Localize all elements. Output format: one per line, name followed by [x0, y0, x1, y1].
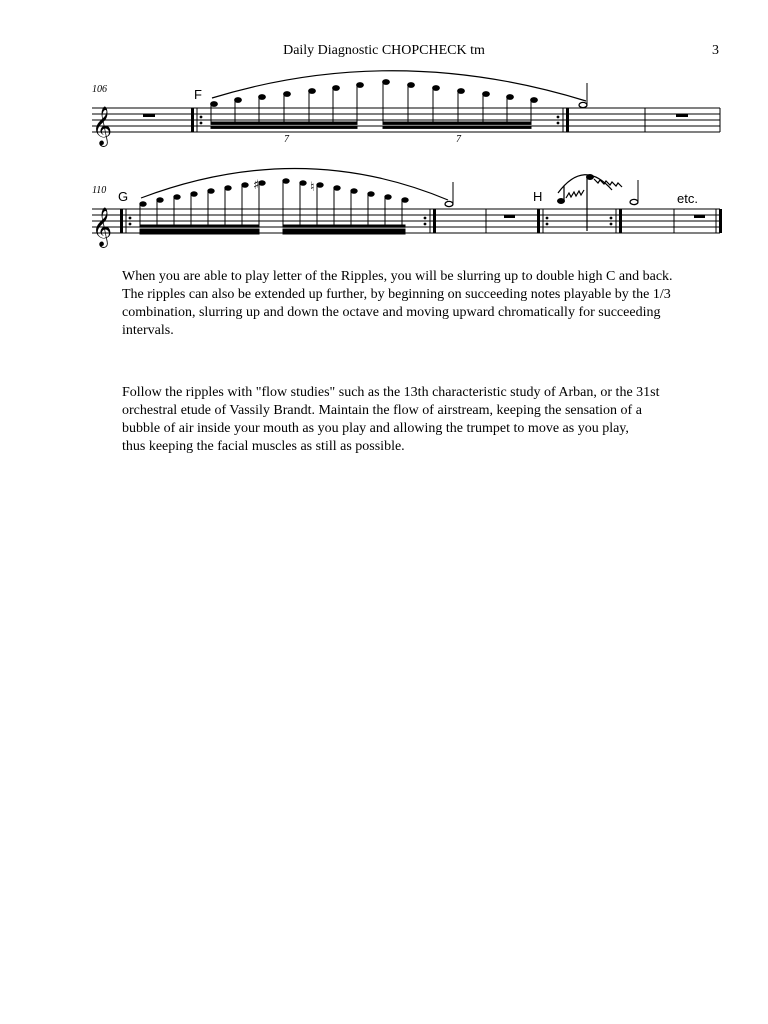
rehearsal-letter-f: F	[194, 87, 202, 102]
page-header-title: Daily Diagnostic CHOPCHECK tm	[283, 43, 485, 58]
text-line: bubble of air inside your mouth as you play and allowing the trumpet to move as you play,	[122, 421, 629, 436]
treble-clef-icon: 𝄞	[92, 207, 113, 247]
text-line: thus keeping the facial muscles as still as possible.	[122, 439, 405, 454]
half-note	[630, 180, 638, 205]
text-line: orchestral etude of Vassily Brandt. Maintain the flow of airstream, keeping the sensation of a	[122, 403, 642, 418]
sharp-accidental-icon: ♯	[253, 178, 260, 193]
text-line: Follow the ripples with "flow studies" such as the 13th characteristic study of Arban, or the 31st	[122, 385, 660, 400]
half-note	[579, 83, 587, 108]
paragraph-flow-studies	[122, 384, 732, 456]
measure-number: 106	[92, 84, 107, 95]
sixteenth-note-run-descending	[283, 179, 408, 234]
whole-rest	[694, 215, 705, 218]
half-note	[445, 182, 453, 207]
glissando-ripple	[558, 175, 622, 231]
treble-clef-icon: 𝄞	[92, 106, 113, 146]
whole-rest	[504, 215, 515, 218]
sixteenth-note-run-ascending	[140, 181, 265, 234]
slur	[212, 71, 586, 101]
tuplet-number: 7	[456, 134, 461, 145]
tuplet-number: 7	[284, 134, 289, 145]
natural-accidental-icon: ♮	[310, 180, 315, 195]
sixteenth-note-run-descending	[383, 80, 538, 129]
paragraph-ripples	[122, 268, 732, 340]
music-staff-system-1	[0, 80, 768, 150]
whole-rest	[676, 114, 688, 117]
text-line: The ripples can also be extended up further, by beginning on succeeding notes playable by the 1/3	[122, 287, 671, 302]
text-line: When you are able to play letter of the Ripples, you will be slurring up to double high C and back.	[122, 269, 673, 284]
slur	[141, 168, 448, 200]
text-line: combination, slurring up and down the octave and moving upward chromatically for succeeding	[122, 305, 661, 320]
etc-label: etc.	[677, 191, 698, 206]
measure-number: 110	[92, 185, 107, 196]
page-number: 3	[712, 43, 719, 58]
sixteenth-note-run-ascending	[211, 83, 364, 129]
rehearsal-letter-h: H	[533, 189, 543, 204]
rehearsal-letter-g: G	[118, 189, 129, 204]
music-staff-system-2	[0, 175, 768, 245]
whole-rest	[143, 114, 155, 117]
text-line: intervals.	[122, 323, 174, 338]
